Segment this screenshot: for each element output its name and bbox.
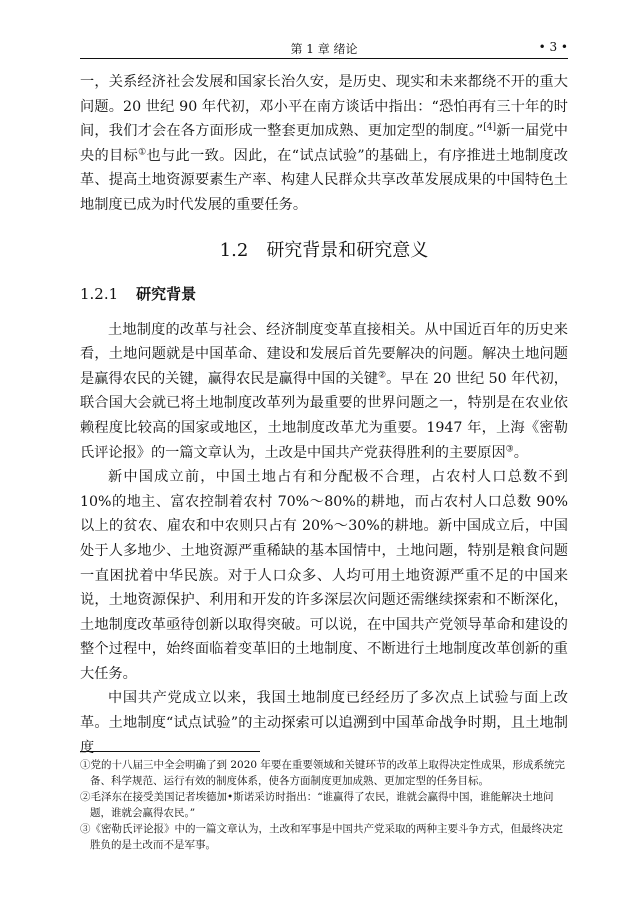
footnote-rule [80,751,260,752]
p1-text-b: 。早在 20 世纪 50 年代初，联合国大会就已将土地制度改革列为最重要的世界问题之一，特别是在农业依赖程度比较高的国家或地区，土地制度改革尤为重要。1947 年，上海《密勒氏评论报》的一篇文章认为，土改是中国共产党获得胜利的主要原因 [80,370,568,461]
section-number: 1.2 [219,239,249,261]
p1-text-c: 。 [513,444,528,461]
footnote-marker[interactable]: ① [138,147,147,158]
section-title: 研究背景和研究意义 [266,239,429,261]
chapter-title: 第 1 章 绪论 [290,42,358,56]
p1-text-a: 土地制度的改革与社会、经济制度变革直接相关。从中国近百年的历史来看，土地问题就是中国革命、建设和发展后首先要解决的问题。解决土地问题是赢得农民的关键，赢得农民是赢得中国的关键 [80,321,568,387]
footnote-1: ①党的十八届三中全会明确了到 2020 年要在重要领域和关键环节的改革上取得决定性成果，形成系统完备、科学规范、运行有效的制度体系，使各方面制度更加成熟、更加定型的任务目标。 [80,759,565,787]
intro-text: 一，关系经济社会发展和国家长治久安，是历史、现实和未来都绕不开的重大问题。20 世纪 90 年代初，邓小平在南方谈话中指出：“恐怕再有三十年的时间，我们才会在各方面形成一整套更加成熟、更加定型的制度。” [80,74,568,140]
subsection-title: 研究背景 [136,284,197,303]
footnote-3: ③《密勒氏评论报》中的一篇文章认为，土改和军事是中国共产党采取的两种主要斗争方式，但最终决定胜负的是土改而不是军事。 [80,823,563,851]
intro-text-3: 也与此一致。因此，在“试点试验”的基础上，有序推进土地制度改革、提高土地资源要素生产率、构建人民群众共享改革发展成果的中国特色土地制度已成为时代发展的重要任务。 [80,147,568,213]
paragraph-2: 新中国成立前，中国土地占有和分配极不合理，占农村人口总数不到 10%的地主、富农控制着农村 70%～80%的耕地，而占农村人口总数 90%以上的贫农、雇农和中农则只占有 20%～30%的耕地。新中国成立后，中国处于人多地少、土地资源严重稀缺的基本国情中，土地问题，特别是粮食问题一直困扰着中华民族。对于人口众多、人均可用土地资源严重不足的中国来说，土地资源保护、利用和开发的许多深层次问题还需继续探索和不断深化，土地制度改革亟待创新以取得突破。可以说，在中国共产党领导革命和建设的整个过程中，始终面临着变革旧的土地制度、不断进行土地制度改革创新的重大任务。 [80,469,568,682]
body-text [80,70,568,760]
subsection-number: 1.2.1 [80,284,119,303]
footnote-marker[interactable]: ③ [505,443,514,454]
intro-paragraph [80,70,568,218]
footnote-marker[interactable]: ② [378,370,387,381]
footnotes [80,758,568,854]
paragraph-1 [80,318,568,466]
intro-text-2: 新一届党中央的目标 [80,123,568,164]
running-header [80,40,568,58]
section-heading [80,238,568,264]
header-rule [80,58,568,59]
page-number: • 3 • [538,40,568,54]
footnote-2: ②毛泽东在接受美国记者埃德加•斯诺采访时指出：“谁赢得了农民，谁就会赢得中国，谁能解决土地问题，谁就会赢得农民。” [80,791,554,819]
paragraph-3: 中国共产党成立以来，我国土地制度已经经历了多次点上试验与面上改革。土地制度“试点试验”的主动探索可以追溯到中国革命战争时期，且土地制度 [80,690,568,756]
citation-ref[interactable]: [4] [483,122,497,133]
subsection-heading [80,282,568,306]
